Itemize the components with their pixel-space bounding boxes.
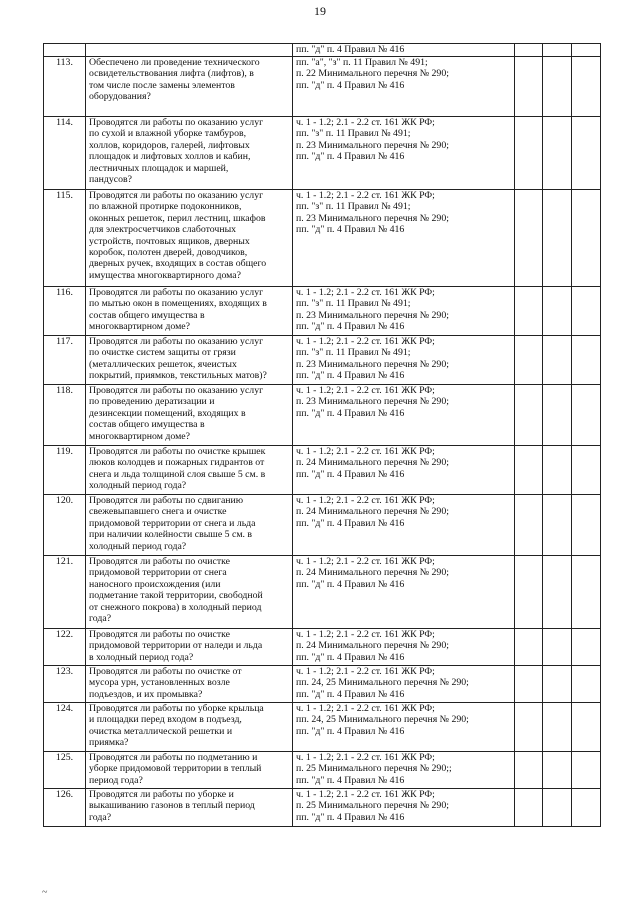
question-cell: Проводятся ли работы по очистке придомовой территории от наледи и льда в холодный период года? <box>86 629 293 666</box>
legal-basis-cell: ч. 1 - 1.2; 2.1 - 2.2 ст. 161 ЖК РФ; пп. "з" п. 11 Правил № 491; п. 23 Минимального перечня № 290; пп. "д" п. 4 Правил № 416 <box>293 287 515 336</box>
answer-na-cell[interactable] <box>572 789 601 827</box>
question-cell: Проводятся ли работы по оказанию услуг по влажной протирке подоконников, оконных решеток, перил лестниц, шкафов для электросчетчиков слаботочных устройств, почтовых ящиков, дверных коробок, полотен дверей, доводчиков, дверных ручек, входящих в состав общего имущества многоквартирного дома? <box>86 190 293 287</box>
table-row <box>44 666 601 703</box>
table-row-continuation <box>44 44 601 57</box>
answer-na-cell[interactable] <box>572 287 601 336</box>
table-row <box>44 556 601 629</box>
answer-no-cell[interactable] <box>543 556 572 629</box>
table-row <box>44 336 601 385</box>
answer-yes-cell[interactable] <box>515 556 543 629</box>
row-number-cell: 122. <box>44 629 86 666</box>
row-number-cell: 124. <box>44 703 86 752</box>
answer-yes-cell[interactable] <box>515 117 543 190</box>
question-cell: Проводятся ли работы по оказанию услуг по проведению дератизации и дезинсекции помещений, входящих в состав общего имущества в многоквартирном доме? <box>86 385 293 446</box>
answer-yes-cell[interactable] <box>515 666 543 703</box>
row-number-cell <box>44 44 86 57</box>
answer-na-cell[interactable] <box>572 495 601 556</box>
row-number-cell: 117. <box>44 336 86 385</box>
table-row <box>44 385 601 446</box>
answer-na-cell[interactable] <box>572 117 601 190</box>
answer-na-cell[interactable] <box>572 446 601 495</box>
row-number-cell: 121. <box>44 556 86 629</box>
answer-no-cell[interactable] <box>543 789 572 827</box>
margin-mark: ~ <box>42 887 48 898</box>
page-number: 19 <box>314 4 326 18</box>
row-number-cell: 118. <box>44 385 86 446</box>
table-row <box>44 703 601 752</box>
legal-basis-cell: пп. "а", "з" п. 11 Правил № 491; п. 22 Минимального перечня № 290; пп. "д" п. 4 Правил № 416 <box>293 57 515 117</box>
answer-yes-cell[interactable] <box>515 190 543 287</box>
answer-yes-cell[interactable] <box>515 385 543 446</box>
answer-no-cell[interactable] <box>543 629 572 666</box>
answer-no-cell[interactable] <box>543 117 572 190</box>
answer-no-cell[interactable] <box>543 287 572 336</box>
table-row <box>44 629 601 666</box>
answer-no-cell[interactable] <box>543 703 572 752</box>
answer-no-cell[interactable] <box>543 57 572 117</box>
table-row <box>44 190 601 287</box>
row-number-cell: 113. <box>44 57 86 117</box>
row-number-cell: 115. <box>44 190 86 287</box>
question-cell: Проводятся ли работы по очистке от мусора урн, установленных возле подъездов, и их промывка? <box>86 666 293 703</box>
answer-no-cell[interactable] <box>543 495 572 556</box>
legal-basis-cell: ч. 1 - 1.2; 2.1 - 2.2 ст. 161 ЖК РФ; пп. 24, 25 Минимального перечня № 290; пп. "д" п. 4 Правил № 416 <box>293 703 515 752</box>
row-number-cell: 126. <box>44 789 86 827</box>
answer-no-cell[interactable] <box>543 190 572 287</box>
answer-yes-cell[interactable] <box>515 446 543 495</box>
answer-na-cell[interactable] <box>572 44 601 57</box>
table-row <box>44 57 601 117</box>
answer-no-cell[interactable] <box>543 385 572 446</box>
answer-yes-cell[interactable] <box>515 752 543 789</box>
legal-basis-cell: ч. 1 - 1.2; 2.1 - 2.2 ст. 161 ЖК РФ; п. 25 Минимального перечня № 290;; пп. "д" п. 4 Правил № 416 <box>293 752 515 789</box>
answer-na-cell[interactable] <box>572 385 601 446</box>
row-number-cell: 123. <box>44 666 86 703</box>
legal-basis-cell: ч. 1 - 1.2; 2.1 - 2.2 ст. 161 ЖК РФ; пп. "з" п. 11 Правил № 491; п. 23 Минимального перечня № 290; пп. "д" п. 4 Правил № 416 <box>293 117 515 190</box>
question-cell: Проводятся ли работы по уборке крыльца и площадки перед входом в подъезд, очистка металлической решетки и приямка? <box>86 703 293 752</box>
answer-no-cell[interactable] <box>543 666 572 703</box>
legal-basis-cell: ч. 1 - 1.2; 2.1 - 2.2 ст. 161 ЖК РФ; п. 25 Минимального перечня № 290; пп. "д" п. 4 Правил № 416 <box>293 789 515 827</box>
question-cell: Проводятся ли работы по очистке придомовой территории от снега наносного происхождения (или подметание такой территории, свободной от снежного покрова) в холодный период года? <box>86 556 293 629</box>
table-row <box>44 495 601 556</box>
row-number-cell: 119. <box>44 446 86 495</box>
question-cell: Проводятся ли работы по подметанию и уборке придомовой территории в теплый период года? <box>86 752 293 789</box>
answer-no-cell[interactable] <box>543 336 572 385</box>
question-cell <box>86 44 293 57</box>
legal-basis-cell: ч. 1 - 1.2; 2.1 - 2.2 ст. 161 ЖК РФ; п. 24 Минимального перечня № 290; пп. "д" п. 4 Правил № 416 <box>293 495 515 556</box>
answer-na-cell[interactable] <box>572 556 601 629</box>
table-row <box>44 287 601 336</box>
question-cell: Проводятся ли работы по оказанию услуг по очистке систем защиты от грязи (металлических решеток, ячеистых покрытий, приямков, текстильных матов)? <box>86 336 293 385</box>
checklist-body <box>44 44 601 827</box>
checklist-table <box>43 43 601 827</box>
table-row <box>44 117 601 190</box>
answer-na-cell[interactable] <box>572 752 601 789</box>
answer-na-cell[interactable] <box>572 666 601 703</box>
answer-no-cell[interactable] <box>543 446 572 495</box>
table-row <box>44 446 601 495</box>
answer-yes-cell[interactable] <box>515 57 543 117</box>
answer-na-cell[interactable] <box>572 57 601 117</box>
legal-basis-cell: ч. 1 - 1.2; 2.1 - 2.2 ст. 161 ЖК РФ; пп. "з" п. 11 Правил № 491; п. 23 Минимального перечня № 290; пп. "д" п. 4 Правил № 416 <box>293 336 515 385</box>
legal-basis-cell: ч. 1 - 1.2; 2.1 - 2.2 ст. 161 ЖК РФ; пп. "з" п. 11 Правил № 491; п. 23 Минимального перечня № 290; пп. "д" п. 4 Правил № 416 <box>293 190 515 287</box>
answer-no-cell[interactable] <box>543 44 572 57</box>
question-cell: Проводятся ли работы по оказанию услуг по мытью окон в помещениях, входящих в состав общего имущества в многоквартирном доме? <box>86 287 293 336</box>
answer-no-cell[interactable] <box>543 752 572 789</box>
legal-basis-cell: ч. 1 - 1.2; 2.1 - 2.2 ст. 161 ЖК РФ; п. 24 Минимального перечня № 290; пп. "д" п. 4 Правил № 416 <box>293 629 515 666</box>
row-number-cell: 125. <box>44 752 86 789</box>
answer-na-cell[interactable] <box>572 703 601 752</box>
answer-yes-cell[interactable] <box>515 789 543 827</box>
answer-na-cell[interactable] <box>572 629 601 666</box>
question-cell: Проводятся ли работы по уборке и выкашиванию газонов в теплый период года? <box>86 789 293 827</box>
answer-na-cell[interactable] <box>572 190 601 287</box>
legal-basis-cell: пп. "д" п. 4 Правил № 416 <box>293 44 515 57</box>
table-row <box>44 752 601 789</box>
question-cell: Обеспечено ли проведение технического освидетельствования лифта (лифтов), в том числе после замены элементов оборудования? <box>86 57 293 117</box>
answer-yes-cell[interactable] <box>515 495 543 556</box>
legal-basis-cell: ч. 1 - 1.2; 2.1 - 2.2 ст. 161 ЖК РФ; п. 24 Минимального перечня № 290; пп. "д" п. 4 Правил № 416 <box>293 446 515 495</box>
row-number-cell: 114. <box>44 117 86 190</box>
row-number-cell: 116. <box>44 287 86 336</box>
legal-basis-cell: ч. 1 - 1.2; 2.1 - 2.2 ст. 161 ЖК РФ; п. 23 Минимального перечня № 290; пп. "д" п. 4 Правил № 416 <box>293 385 515 446</box>
answer-yes-cell[interactable] <box>515 336 543 385</box>
answer-na-cell[interactable] <box>572 336 601 385</box>
answer-yes-cell[interactable] <box>515 629 543 666</box>
question-cell: Проводятся ли работы по оказанию услуг по сухой и влажной уборке тамбуров, холлов, коридоров, галерей, лифтовых площадок и лифтовых холлов и кабин, лестничных площадок и маршей, пандусов? <box>86 117 293 190</box>
answer-yes-cell[interactable] <box>515 703 543 752</box>
question-cell: Проводятся ли работы по сдвиганию свежевыпавшего снега и очистке придомовой территории от снега и льда при наличии колейности свыше 5 см. в холодный период года? <box>86 495 293 556</box>
row-number-cell: 120. <box>44 495 86 556</box>
legal-basis-cell: ч. 1 - 1.2; 2.1 - 2.2 ст. 161 ЖК РФ; пп. 24, 25 Минимального перечня № 290; пп. "д" п. 4 Правил № 416 <box>293 666 515 703</box>
legal-basis-cell: ч. 1 - 1.2; 2.1 - 2.2 ст. 161 ЖК РФ; п. 24 Минимального перечня № 290; пп. "д" п. 4 Правил № 416 <box>293 556 515 629</box>
answer-yes-cell[interactable] <box>515 287 543 336</box>
answer-yes-cell[interactable] <box>515 44 543 57</box>
table-row <box>44 789 601 827</box>
question-cell: Проводятся ли работы по очистке крышек люков колодцев и пожарных гидрантов от снега и льда толщиной слоя свыше 5 см. в холодный период года? <box>86 446 293 495</box>
